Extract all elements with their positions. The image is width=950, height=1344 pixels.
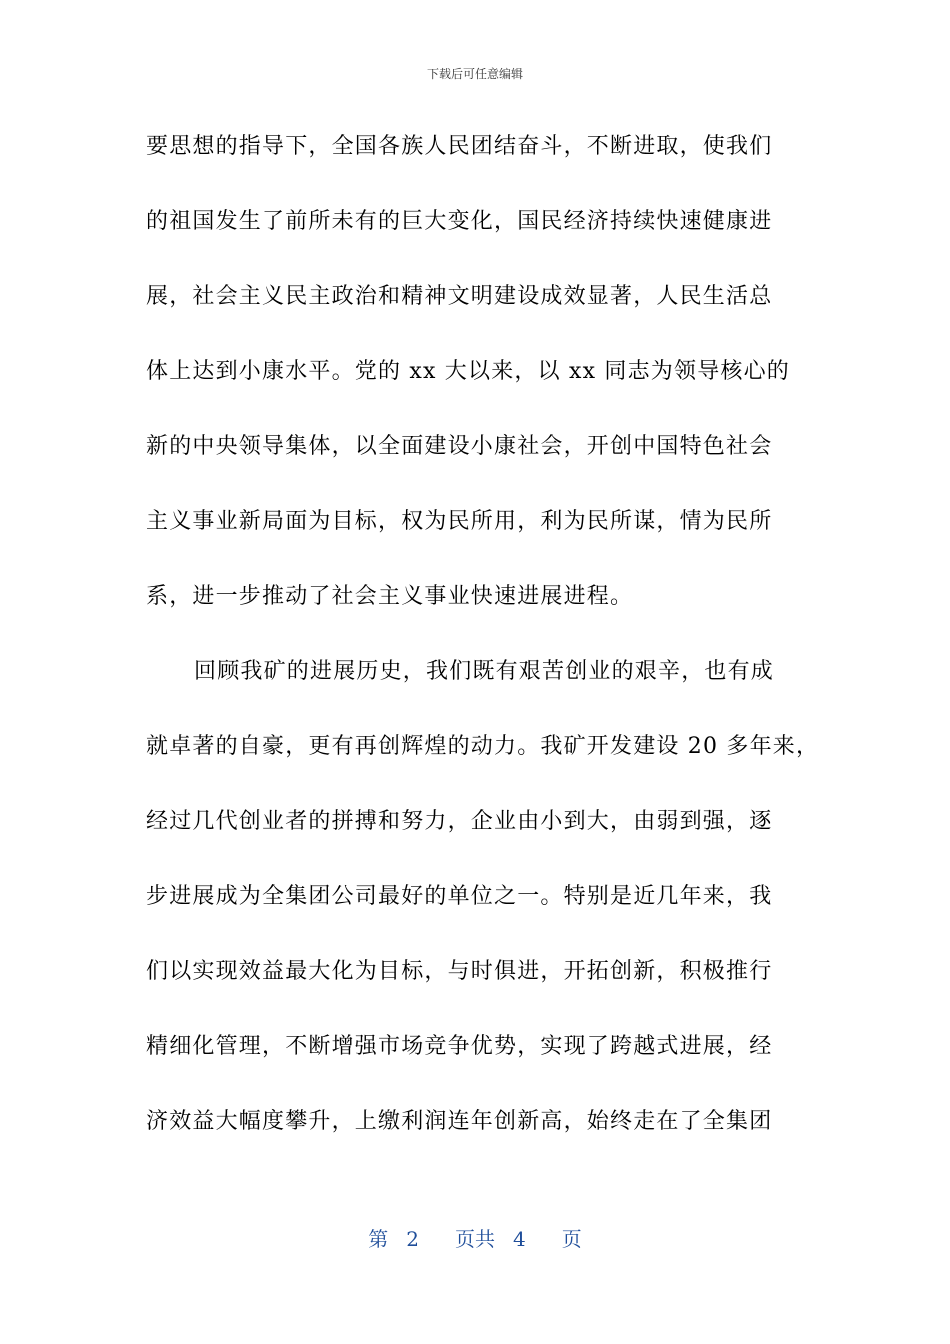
text-line-14: 济效益大幅度攀升，上缴利润连年创新高，始终走在了全集团 — [146, 1109, 773, 1134]
text-line-3: 展，社会主义民主政治和精神文明建设成效显著，人民生活总 — [146, 284, 773, 309]
text-line-4: 体上达到小康水平。党的 xx 大以来，以 xx 同志为领导核心的 — [146, 359, 791, 384]
text-line-9: 就卓著的自豪，更有再创辉煌的动力。我矿开发建设 20 多年来， — [146, 734, 820, 759]
footer-total-pages: 4 — [513, 1227, 526, 1251]
text-line-12: 们以实现效益最大化为目标，与时俱进，开拓创新，积极推行 — [146, 959, 773, 984]
footer-middle: 页共 — [455, 1227, 495, 1251]
footer-suffix: 页 — [561, 1227, 582, 1251]
text-line-11: 步进展成为全集团公司最好的单位之一。特别是近几年来，我 — [146, 884, 773, 909]
text-line-5: 新的中央领导集体，以全面建设小康社会，开创中国特色社会 — [146, 434, 773, 459]
text-line-6: 主义事业新局面为目标，权为民所用，利为民所谋，情为民所 — [146, 509, 773, 534]
page-number-footer — [0, 1226, 950, 1252]
text-line-13: 精细化管理，不断增强市场竞争优势，实现了跨越式进展，经 — [146, 1034, 773, 1059]
text-line-8-paragraph-start: 回顾我矿的进展历史，我们既有艰苦创业的艰辛，也有成 — [194, 659, 775, 684]
footer-current-page: 2 — [406, 1227, 419, 1251]
text-line-10: 经过几代创业者的拼搏和努力，企业由小到大，由弱到强，逐 — [146, 809, 773, 834]
text-line-1: 要思想的指导下，全国各族人民团结奋斗，不断进取，使我们 — [146, 134, 773, 159]
footer-prefix: 第 — [368, 1227, 389, 1251]
text-line-2: 的祖国发生了前所未有的巨大变化，国民经济持续快速健康进 — [146, 209, 773, 234]
text-line-7: 系，进一步推动了社会主义事业快速进展进程。 — [146, 584, 634, 609]
document-body — [146, 126, 820, 1176]
page-header-note: 下载后可任意编辑 — [426, 67, 523, 81]
